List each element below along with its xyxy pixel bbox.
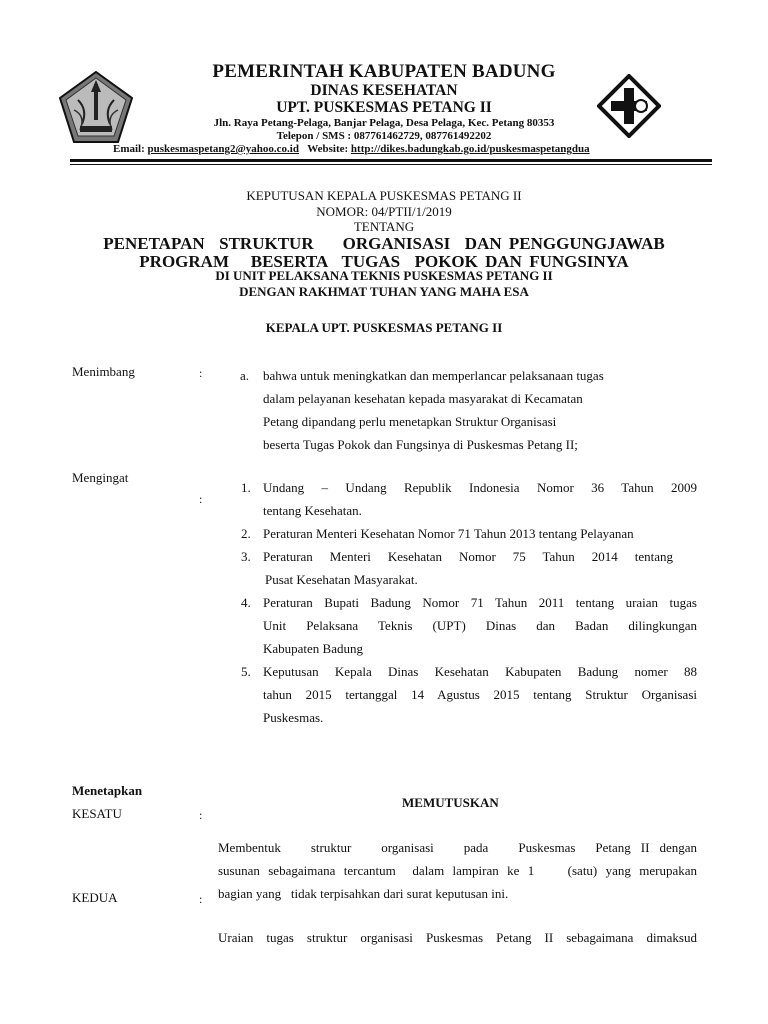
mengingat-item-line: Pusat Kesehatan Masyarakat. — [265, 572, 418, 587]
mengingat-item-line: Keputusan Kepala Dinas Kesehatan Kabupaten Badung nomer 88 — [263, 664, 697, 679]
menimbang-text — [263, 364, 703, 456]
unit-name: UPT. PUSKESMAS PETANG II — [276, 99, 492, 116]
decree-number: NOMOR: 04/PTII/1/2019 — [316, 204, 452, 219]
mengingat-item-line: tentang Kesehatan. — [263, 503, 362, 518]
menimbang-label: Menimbang — [72, 364, 135, 379]
menetapkan-label: Menetapkan — [72, 783, 143, 798]
mengingat-item-line: Puskesmas. — [263, 710, 324, 725]
kesatu-line: susunan sebagaimana tercantum dalam lampiran ke 1 (satu) yang merupakan — [218, 863, 697, 878]
menimbang-colon: : — [199, 366, 203, 380]
mengingat-item — [263, 660, 697, 729]
issuer-line: KEPALA UPT. PUSKESMAS PETANG II — [265, 320, 503, 335]
mengingat-item-number: 5. — [241, 664, 251, 679]
menimbang-marker: a. — [240, 368, 250, 383]
decree-subject-line-1: PENETAPAN STRUKTUR ORGANISASI DAN PENGGUNGJAWAB — [103, 234, 665, 253]
mengingat-item — [263, 522, 697, 545]
phone-line: Telepon / SMS : 087761462729, 087761492202 — [276, 130, 492, 142]
mengingat-item — [263, 476, 697, 522]
kesatu-label: KESATU — [72, 806, 122, 821]
mengingat-item-number: 2. — [241, 526, 251, 541]
decree-about: TENTANG — [353, 219, 415, 234]
menimbang-line: bahwa untuk meningkatkan dan memperlancar pelaksanaan tugas — [263, 368, 604, 383]
website-label: Website: — [307, 143, 349, 155]
kesatu-line: Membentuk struktur organisasi pada Puskesmas Petang II dengan — [218, 840, 697, 855]
mengingat-item-line: Peraturan Bupati Badung Nomor 71 Tahun 2011 tentang uraian tugas — [263, 595, 697, 610]
decree-subject-line-2: PROGRAM BESERTA TUGAS POKOK DAN FUNGSINYA — [139, 252, 629, 271]
mengingat-item — [263, 591, 697, 660]
kesatu-colon: : — [199, 808, 203, 822]
kedua-line: Uraian tugas struktur organisasi Puskesmas Petang II sebagaimana dimaksud — [218, 930, 697, 945]
mengingat-item-number: 1. — [241, 480, 251, 495]
menimbang-line: beserta Tugas Pokok dan Fungsinya di Puskesmas Petang II; — [263, 437, 578, 452]
government-name: PEMERINTAH KABUPATEN BADUNG — [212, 61, 556, 82]
mengingat-label: Mengingat — [72, 470, 129, 485]
decree-title: KEPUTUSAN KEPALA PUSKESMAS PETANG II — [246, 188, 522, 203]
kedua-text — [218, 926, 697, 949]
mengingat-item-line: Peraturan Menteri Kesehatan Nomor 75 Tahun 2014 tentang — [263, 549, 673, 564]
department-name: DINAS KESEHATAN — [310, 82, 458, 99]
mengingat-item-line: Peraturan Menteri Kesehatan Nomor 71 Tahun 2013 tentang Pelayanan — [263, 526, 634, 541]
header-divider-thin — [70, 164, 712, 165]
header-divider-thick — [70, 159, 712, 162]
email-link[interactable]: puskesmaspetang2@yahoo.co.id — [147, 143, 299, 155]
website-link[interactable]: http://dikes.badungkab.go.id/puskesmaspetangdua — [350, 143, 590, 155]
mengingat-item-line: tahun 2015 tertanggal 14 Agustus 2015 tentang Struktur Organisasi — [263, 687, 697, 702]
mengingat-colon: : — [199, 492, 203, 506]
address-line: Jln. Raya Petang-Pelaga, Banjar Pelaga, Desa Pelaga, Kec. Petang 80353 — [213, 117, 555, 129]
email-label: Email: — [113, 143, 145, 155]
menimbang-line: Petang dipandang perlu menetapkan Struktur Organisasi — [263, 414, 557, 429]
blessing-line: DENGAN RAKHMAT TUHAN YANG MAHA ESA — [239, 284, 529, 299]
kesatu-line: bagian yang tidak terpisahkan dari surat keputusan ini. — [218, 886, 509, 901]
memutuskan-heading: MEMUTUSKAN — [402, 795, 499, 810]
mengingat-item-line: Kabupaten Badung — [263, 641, 364, 656]
mengingat-item-line: Unit Pelaksana Teknis (UPT) Dinas dan Badan dilingkungan — [263, 618, 697, 633]
kesatu-text — [218, 836, 697, 905]
mengingat-item-number: 3. — [241, 549, 251, 564]
decree-subject-line-3: DI UNIT PELAKSANA TEKNIS PUSKESMAS PETANG II — [215, 268, 553, 283]
contact-line — [113, 143, 590, 155]
menimbang-line: dalam pelayanan kesehatan kepada masyarakat di Kecamatan — [263, 391, 583, 406]
mengingat-item-line: Undang – Undang Republik Indonesia Nomor 36 Tahun 2009 — [263, 480, 697, 495]
mengingat-item — [263, 545, 673, 591]
mengingat-item-number: 4. — [241, 595, 251, 610]
kedua-label: KEDUA — [72, 890, 118, 905]
kedua-colon: : — [199, 892, 203, 906]
